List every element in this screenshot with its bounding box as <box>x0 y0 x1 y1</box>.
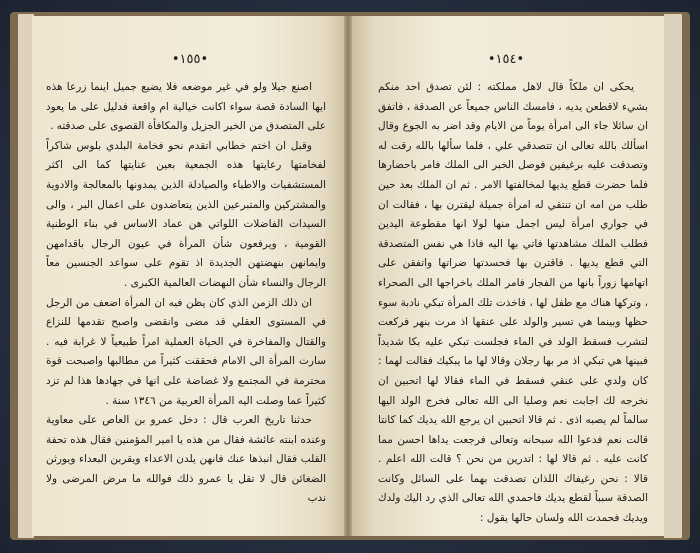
left-paragraph-1: اصنع جيلا ولو في غير موضعه فلا يضيع جميل اينما زرعا هذه ايها السادة قصة سواء اكانت خيالية ام واقعة فدليل على ما يعود على المتصدق من الخير الجزيل والمكافأة القصوى على صدقته . <box>46 81 326 133</box>
book-gutter <box>344 16 352 536</box>
left-paragraph-4: حدثنا تاريخ العرب قال : دخل عمرو بن العاص على معاوية وعنده ابنته عائشة فقال من هذه يا امير المؤمنين فقال هذه تحفة القلب فقال انبذها عنك فانهن يلدن الاعداء ويقربن البعداء ويورثن الضغائن قال لا تقل يا عمرو ذلك فوالله ما مرض المرضى ولا ندب <box>46 414 326 505</box>
left-paragraph-2: وقبل ان اختم خطابي اتقدم نحو فخامة البلدي بلوس شاكراً لفخامتها رعايتها هذه الجمعية بعين عنايتها كما الى اكثر المستشفيات والاطباء والصيادلة الذين يمدونها بالمعالجة والادوية والمشتركين والمتبرعين الذين يتعاضدون على اعمال البر ، والى السيدات الفاضلات اللواتي هن عماد الاساس في بناء الوطنية القومية ، ويرفعون شأن المرأة في عيون الرجال باقدامهن وايمانهن بنهضتهن الجديدة اذ تقوم على سواعد الجنسين معاً الرجال والنساء شأن النهضات العالمية الكبرى . <box>46 139 326 289</box>
right-paragraph-1: يحكى ان ملكاً قال لاهل مملكته : لئن تصدق احد منكم بشيء لاقطعن يديه ، فامسك الناس جميعاً عن الصدقة ، فاتفق ان سائلا جاء الى امرأة يوماً من الايام وقد اضر به الجوع وقال اسألك بالله تعالى ان تتصدقي علي ، فلما سألها بالله رقت له وتصدقت عليه برغيفين فوصل الخبر الى الملك فامر باحضارها فلما حضرت قطع يديها لمخالفتها الامر . ثم ان الملك بعد حين طلب من امه ان تنتقي له امرأة جميلة ليقترن بها ، فقالت ان في جواري امرأة ليس اجمل منها لولا انها مقطوعة اليدين فطلب الملك مشاهدتها فاتي بها اليه فاذا هي نفس المتصدقة التي قطع يديها . فاقترن بها فحسدتها ضراتها واتفقن على اتهامها زوراً بانها من الفجار فامر الملك باخراجها الى الصحراء ، وتركها هناك مع طفل لها ، فاخذت تلك المرأة تبكي نادبة سوء حظها وبينما هي تسير والولد على عنقها اذ مرت بنهر فركعت لتشرب فسقط الولد في الماء فجلست تبكي عليه بكا شديداً فبينها هي تبكي اذ مر بها رجلان وقالا لها ما يبكيك فقالت لهما : كان ولدي على عنقي فسقط في الماء فقالا لها اتحبين ان نخرجه لك اجابت نعم وصليا الى الله تعالى فخرج الولد اليها سالماً لم يصبه اذى . ثم قالا اتحبين ان يرجع الله يديك كما كانتا قالت نعم فدعوا الله سبحانه وتعالى فرجعت يداها احسن مما كانت عليه . ثم قالا لها : اتدرين من نحن ؟ قالت الله اعلم . قالا : نحن رغيفاك اللذان تصدقت بهما على السائل وكانت الصدقة سبباً لقطع يديك فاحمدي الله تعالى الذي رد اليك ولدك ويديك فحمدت الله ولسان حالها يقول : <box>378 81 648 525</box>
right-page-number: •١٥٤• <box>487 52 525 67</box>
right-page-text <box>378 78 648 529</box>
left-paragraph-3: ان ذلك الزمن الذي كان يظن فيه ان المرأة اضعف من الرجل في المستوى العقلي قد مضى وانقضى واصبح تقدمها للنزاع والقتال والمفاخرة في الحياة العملية امراً طبيعياً لا غرابة فيه . سارت المرأة الى الامام فحققت كثيراً من مطالبها واصبحت قوة محترمة في المجتمع ولا غضاضة على انها في جهادها هذا لم تزد كثيراً عما وصلت اليه المرأة العربية من ١٣٤٦ سنة . <box>46 296 326 407</box>
page-stack-right-edge <box>664 14 682 538</box>
right-page <box>348 16 664 536</box>
left-page-number: •١٥٥• <box>171 52 209 67</box>
left-page-text <box>46 78 326 509</box>
left-page <box>32 16 348 536</box>
